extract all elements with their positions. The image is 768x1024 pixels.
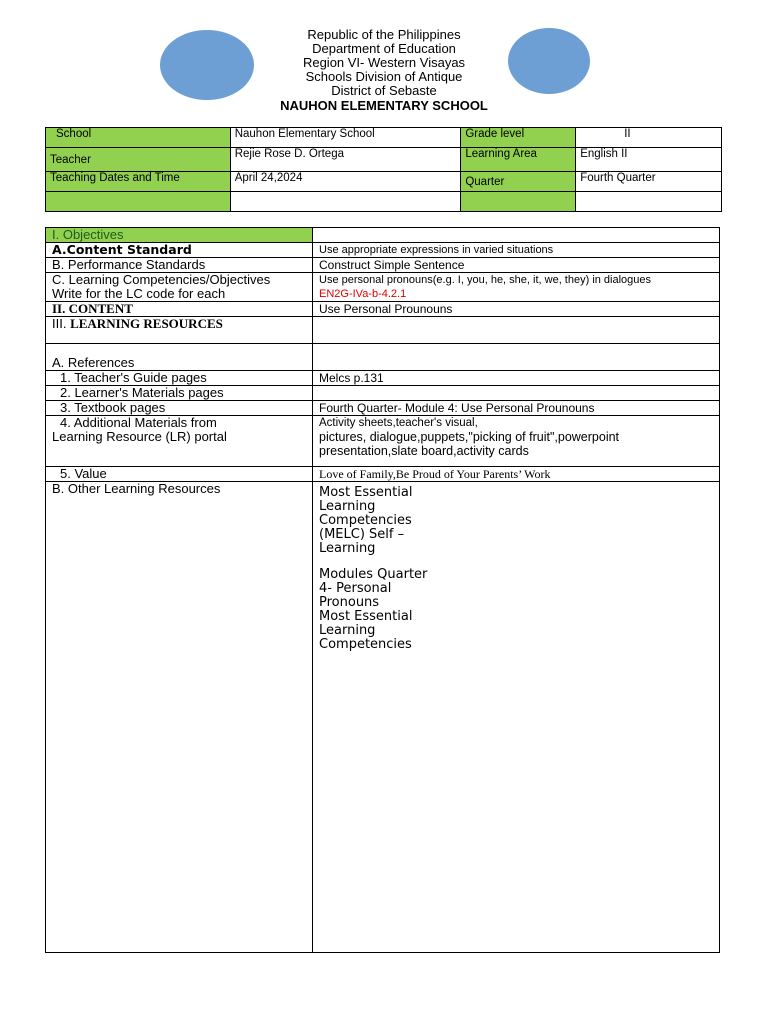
additional-materials-label: 4. Additional Materials from Learning Resource (LR) portal bbox=[46, 416, 313, 467]
textbook-value: Fourth Quarter- Module 4: Use Personal Prounouns bbox=[313, 401, 720, 416]
other-resources-value: Most Essential Learning Competencies (MELC) Self – Learning Modules Quarter 4- Personal Pronouns Most Essential Learning Competencies bbox=[313, 482, 720, 953]
empty-cell bbox=[576, 192, 722, 212]
learners-materials-value bbox=[313, 386, 720, 401]
performance-label: B. Performance Standards bbox=[46, 258, 313, 273]
info-table bbox=[45, 127, 722, 212]
school-name: NAUHON ELEMENTARY SCHOOL bbox=[280, 98, 488, 113]
resources-value bbox=[313, 317, 720, 344]
dates-value: April 24,2024 bbox=[230, 172, 461, 192]
textbook-label: 3. Textbook pages bbox=[46, 401, 313, 416]
lesson-plan-table bbox=[45, 227, 720, 953]
quarter-label: Quarter bbox=[461, 172, 576, 192]
area-value: English II bbox=[576, 148, 722, 172]
resources-label: III. LEARNING RESOURCES bbox=[46, 317, 313, 344]
teacher-value: Rejie Rose D. Ortega bbox=[230, 148, 461, 172]
performance-value: Construct Simple Sentence bbox=[313, 258, 720, 273]
content-value: Use Personal Prounouns bbox=[313, 302, 720, 317]
header-line: District of Sebaste bbox=[331, 83, 437, 98]
other-resources-label: B. Other Learning Resources bbox=[46, 482, 313, 953]
empty-cell bbox=[461, 192, 576, 212]
competencies-label: C. Learning Competencies/Objectives Write for the LC code for each bbox=[46, 273, 313, 302]
header-line: Schools Division of Antique bbox=[305, 69, 463, 84]
content-label: II. CONTENT bbox=[46, 302, 313, 317]
quarter-value: Fourth Quarter bbox=[576, 172, 722, 192]
empty-cell bbox=[46, 192, 231, 212]
document-header bbox=[200, 28, 568, 113]
objectives-value bbox=[313, 228, 720, 243]
additional-materials-value: Activity sheets,teacher's visual, pictures, dialogue,puppets,"picking of fruit",powerpoint presentation,slate board,activity cards bbox=[313, 416, 720, 467]
learners-materials-label: 2. Learner's Materials pages bbox=[46, 386, 313, 401]
teachers-guide-value: Melcs p.131 bbox=[313, 371, 720, 386]
value-value: Love of Family,Be Proud of Your Parents’ Work bbox=[313, 467, 720, 482]
references-value bbox=[313, 344, 720, 371]
teacher-label: Teacher bbox=[46, 148, 231, 172]
header-line: Department of Education bbox=[312, 41, 456, 56]
competencies-value: Use personal pronouns(e.g. I, you, he, she, it, we, they) in dialogues EN2G-IVa-b-4.2.1 bbox=[313, 273, 720, 302]
grade-label: Grade level bbox=[461, 128, 576, 148]
value-label: 5. Value bbox=[46, 467, 313, 482]
grade-value: II bbox=[576, 128, 722, 148]
header-line: Region VI- Western Visayas bbox=[302, 55, 466, 70]
references-label: A. References bbox=[46, 344, 313, 371]
content-standard-label: A.Content Standard bbox=[46, 243, 313, 258]
lc-code: EN2G-IVa-b-4.2.1 bbox=[319, 288, 407, 300]
area-label: Learning Area bbox=[461, 148, 576, 172]
school-label: School bbox=[46, 128, 231, 148]
school-value: Nauhon Elementary School bbox=[230, 128, 461, 148]
empty-cell bbox=[230, 192, 461, 212]
content-standard-value: Use appropriate expressions in varied situations bbox=[313, 243, 720, 258]
dates-label: Teaching Dates and Time bbox=[46, 172, 231, 192]
objectives-label: I. Objectives bbox=[46, 228, 313, 243]
header-line: Republic of the Philippines bbox=[307, 27, 461, 42]
teachers-guide-label: 1. Teacher's Guide pages bbox=[46, 371, 313, 386]
